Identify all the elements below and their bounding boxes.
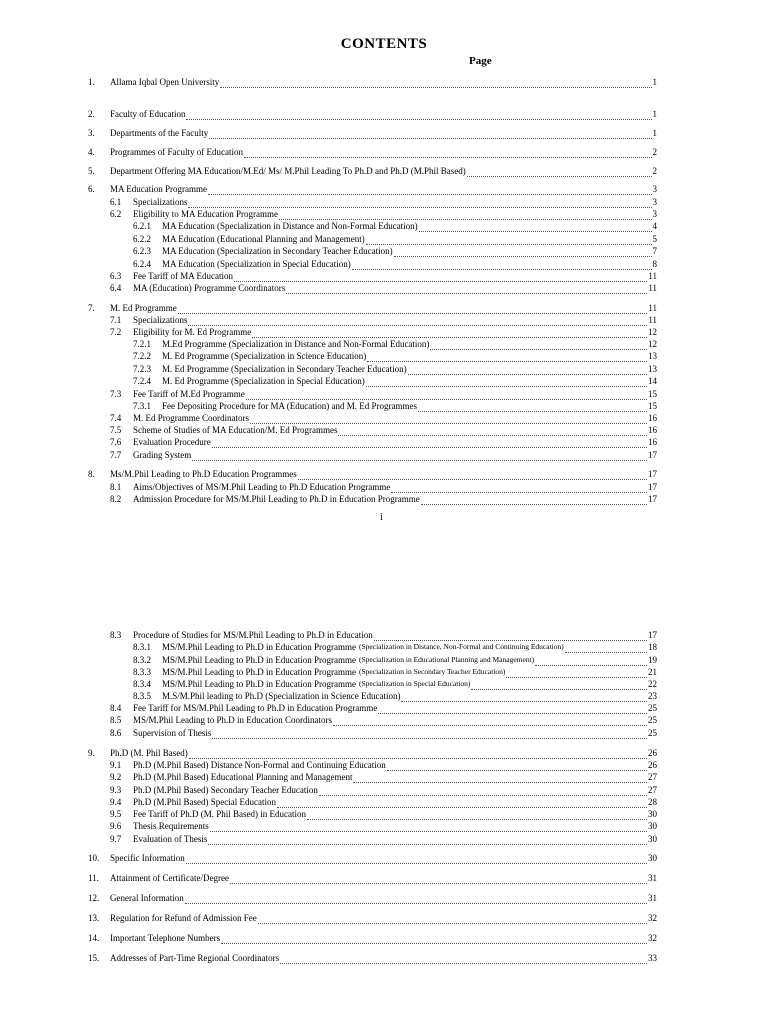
toc-entry-label: Fee Tariff of M.Ed Programme: [133, 389, 245, 399]
toc-entry-number: 11.: [88, 873, 99, 883]
toc-entry-label: Ph.D (M.Phil Based) Special Education: [133, 797, 276, 807]
toc-entry[interactable]: [110, 714, 657, 726]
toc-entry[interactable]: [133, 641, 657, 653]
toc-entry-number: 9.7: [110, 834, 122, 844]
toc-entry-page: 1: [652, 109, 657, 119]
toc-entry-number: 7.4: [110, 413, 122, 423]
toc-entry-number: 8.5: [110, 715, 122, 725]
toc-entry-number: 7.2.1: [133, 339, 151, 349]
toc-entry[interactable]: [133, 690, 657, 702]
toc-entry-number: 6.3: [110, 271, 122, 281]
toc-entry[interactable]: [110, 270, 657, 282]
toc-entry[interactable]: [110, 282, 657, 294]
toc-entry-number: 8.: [88, 469, 95, 479]
toc-entry-sublabel: (Specialization in Distance, Non-Formal and Continuing Education): [359, 642, 564, 651]
toc-entry-label: Ph.D (M.Phil Based) Distance Non-Formal and Continuing Education: [133, 760, 386, 770]
toc-entry[interactable]: [110, 759, 657, 771]
toc-entry[interactable]: [133, 678, 657, 690]
toc-entry-number: 9.6: [110, 821, 122, 831]
toc-entry[interactable]: [88, 468, 657, 480]
toc-entry-number: 6.2: [110, 209, 122, 219]
toc-entry-number: 6.2.4: [133, 259, 151, 269]
toc-entry-number: 9.2: [110, 772, 122, 782]
toc-entry[interactable]: [110, 208, 657, 220]
toc-entry-page: 2: [652, 147, 657, 157]
toc-entry-label: Aims/Objectives of MS/M.Phil Leading to Ph.D Education Programme: [133, 482, 391, 492]
toc-entry-label: Programmes of Faculty of Education: [110, 147, 243, 157]
toc-entry[interactable]: [88, 852, 657, 864]
toc-entry[interactable]: [133, 258, 657, 270]
toc-entry[interactable]: [88, 892, 657, 904]
toc-dot-leader: [307, 810, 647, 820]
toc-entry-number: 7.1: [110, 315, 122, 325]
toc-dot-leader: [367, 352, 647, 362]
toc-entry[interactable]: [88, 912, 657, 924]
toc-entry-label: Grading System: [133, 450, 192, 460]
toc-dot-leader: [188, 316, 647, 326]
toc-entry-page: 5: [652, 234, 657, 244]
toc-entry-label: Admission Procedure for MS/M.Phil Leading to Ph.D in Education Programme: [133, 494, 420, 504]
toc-dot-leader: [280, 954, 647, 964]
toc-entry-label: M. Ed Programme (Specialization in Special Education): [162, 376, 365, 386]
toc-entry-number: 13.: [88, 913, 100, 923]
toc-entry-page: 2: [652, 166, 657, 176]
page-title: CONTENTS: [340, 36, 428, 52]
toc-entry-label: MS/M.Phil Leading to Ph.D in Education Programme: [162, 642, 356, 652]
toc-entry[interactable]: [110, 436, 657, 448]
toc-entry-number: 7.: [88, 303, 95, 313]
toc-entry-page: 26: [648, 748, 657, 758]
toc-entry[interactable]: [133, 363, 657, 375]
toc-dot-leader: [418, 402, 647, 412]
toc-entry-number: 8.3.4: [133, 679, 151, 689]
toc-dot-leader: [430, 340, 647, 350]
toc-dot-leader: [286, 284, 647, 294]
toc-entry[interactable]: [88, 302, 657, 314]
toc-entry-page: 33: [648, 953, 657, 963]
toc-entry-label: MS/M.Phil Leading to Ph.D in Education Coordinators: [133, 715, 332, 725]
toc-entry-number: 9.: [88, 748, 95, 758]
toc-dot-leader: [186, 854, 647, 864]
toc-entry[interactable]: [110, 449, 657, 461]
toc-entry-number: 8.2: [110, 494, 122, 504]
toc-entry-label: MS/M.Phil Leading to Ph.D in Education Programme: [162, 667, 356, 677]
toc-entry[interactable]: [88, 183, 657, 195]
toc-entry[interactable]: [110, 314, 657, 326]
toc-dot-leader: [419, 222, 652, 232]
toc-entry-label: Eligibility for M. Ed Programme: [133, 327, 252, 337]
toc-entry-number: 15.: [88, 953, 100, 963]
toc-dot-leader: [353, 773, 647, 783]
toc-entry-number: 6.2.1: [133, 221, 151, 231]
toc-entry-label: Ph.D (M.Phil Based) Secondary Teacher Education: [133, 785, 318, 795]
toc-entry-label: M. Ed Programme Coordinators: [133, 413, 249, 423]
toc-entry-page: 31: [648, 873, 657, 883]
toc-entry-number: 1.: [88, 77, 95, 87]
toc-entry[interactable]: [110, 820, 657, 832]
toc-entry[interactable]: [88, 108, 657, 120]
toc-entry-label: Allama Iqbal Open University: [110, 77, 220, 87]
toc-entry-number: 7.2.3: [133, 364, 151, 374]
toc-entry-sublabel: (Specialization in Special Education): [359, 679, 471, 688]
toc-entry[interactable]: [110, 796, 657, 808]
page-column-header: Page: [469, 55, 492, 67]
toc-entry[interactable]: [110, 771, 657, 783]
toc-entry-label: Fee Depositing Procedure for MA (Education) and M. Ed Programmes: [162, 401, 417, 411]
toc-entry[interactable]: [110, 412, 657, 424]
toc-entry-number: 7.5: [110, 425, 122, 435]
toc-entry-page: 21: [648, 667, 657, 677]
toc-entry[interactable]: [110, 388, 657, 400]
toc-entry-number: 9.5: [110, 809, 122, 819]
toc-dot-leader: [208, 185, 652, 195]
toc-dot-leader: [277, 798, 647, 808]
toc-dot-leader: [212, 438, 647, 448]
toc-entry-label: Ph.D (M.Phil Based) Educational Planning and Management: [133, 772, 353, 782]
toc-dot-leader: [192, 451, 647, 461]
toc-entry-number: 2.: [88, 109, 95, 119]
toc-dot-leader: [408, 365, 647, 375]
toc-entry-label: Important Telephone Numbers: [110, 933, 221, 943]
toc-dot-leader: [246, 390, 647, 400]
toc-entry-number: 6.: [88, 184, 95, 194]
toc-entry-page: 3: [652, 209, 657, 219]
toc-entry-label: Specializations: [133, 197, 188, 207]
toc-entry-number: 7.2.2: [133, 351, 151, 361]
toc-entry-number: 7.3: [110, 389, 122, 399]
toc-dot-leader: [234, 272, 647, 282]
toc-entry-page: 17: [648, 450, 657, 460]
toc-entry-label: Regulation for Refund of Admission Fee: [110, 913, 257, 923]
toc-entry-number: 9.3: [110, 785, 122, 795]
toc-entry-page: 3: [652, 184, 657, 194]
toc-entry-page: 4: [652, 221, 657, 231]
toc-dot-leader: [252, 328, 647, 338]
toc-entry-page: 1: [652, 128, 657, 138]
toc-entry-page: 13: [648, 351, 657, 361]
toc-entry-number: 12.: [88, 893, 100, 903]
toc-entry-label: Evaluation Procedure: [133, 437, 211, 447]
toc-dot-leader: [212, 729, 647, 739]
toc-entry-label: Eligibility to MA Education Programme: [133, 209, 278, 219]
toc-dot-leader: [565, 643, 647, 653]
toc-entry[interactable]: [110, 702, 657, 714]
toc-entry-page: 16: [648, 425, 657, 435]
toc-entry-sublabel: (Specialization in Educational Planning and Management): [359, 655, 535, 664]
toc-entry-label: Specializations: [133, 315, 188, 325]
toc-entry-label: Evaluation of Thesis: [133, 834, 208, 844]
toc-entry[interactable]: [110, 727, 657, 739]
toc-entry[interactable]: [110, 833, 657, 845]
toc-entry-number: 5.: [88, 166, 95, 176]
toc-entry[interactable]: [88, 952, 657, 964]
toc-dot-leader: [210, 822, 647, 832]
toc-entry-label: Department Offering MA Education/M.Ed/ Ms/ M.Phil Leading To Ph.D and Ph.D (M.Phil Based): [110, 166, 466, 176]
toc-entry[interactable]: [110, 424, 657, 436]
toc-entry-page: 28: [648, 797, 657, 807]
toc-entry-label: M.Ed Programme (Specialization in Distance and Non-Formal Education): [162, 339, 430, 349]
toc-entry-label: Specific Information: [110, 853, 185, 863]
toc-entry-number: 10.: [88, 853, 100, 863]
toc-entry-page: 14: [648, 376, 657, 386]
toc-entry[interactable]: [110, 629, 657, 641]
toc-entry-page: 17: [648, 494, 657, 504]
toc-entry-number: 7.3.1: [133, 401, 151, 411]
toc-entry-label: Attainment of Certificate/Degree: [110, 873, 229, 883]
toc-entry[interactable]: [133, 666, 657, 678]
toc-entry-page: 11: [648, 303, 657, 313]
toc-entry-page: 30: [648, 821, 657, 831]
toc-entry-page: 25: [648, 728, 657, 738]
toc-entry-label: M. Ed Programme (Specialization in Science Education): [162, 351, 367, 361]
toc-entry-number: 4.: [88, 147, 95, 157]
toc-dot-leader: [374, 631, 647, 641]
toc-dot-leader: [421, 495, 647, 505]
toc-entry[interactable]: [110, 493, 657, 505]
toc-entry-page: 22: [648, 679, 657, 689]
toc-entry-number: 8.3.1: [133, 642, 151, 652]
toc-entry-label: MS/M.Phil Leading to Ph.D in Education Programme: [162, 679, 356, 689]
toc-entry[interactable]: [110, 326, 657, 338]
toc-entry-number: 7.2: [110, 327, 122, 337]
toc-entry-page: 32: [648, 913, 657, 923]
toc-entry-page: 17: [648, 469, 657, 479]
toc-entry-label: Thesis Requirements: [133, 821, 209, 831]
toc-entry-number: 6.4: [110, 283, 122, 293]
toc-entry-label: Procedure of Studies for MS/M.Phil Leading to Ph.D in Education: [133, 630, 373, 640]
toc-entry-label: Fee Tariff of Ph.D (M. Phil Based) in Education: [133, 809, 307, 819]
toc-dot-leader: [279, 210, 652, 220]
toc-entry-label: M.S/M.Phil leading to Ph.D (Specialization in Science Education): [162, 691, 401, 701]
toc-entry-label: Scheme of Studies of MA Education/M. Ed Programmes: [133, 425, 338, 435]
toc-entry[interactable]: [110, 481, 657, 493]
toc-entry-number: 8.3.2: [133, 655, 151, 665]
toc-entry-label: Departments of the Faculty: [110, 128, 209, 138]
toc-entry-page: 27: [648, 772, 657, 782]
toc-entry-label: MA Education (Specialization in Special Education): [162, 259, 351, 269]
toc-entry-label: Faculty of Education: [110, 109, 186, 119]
toc-entry-label: Fee Tariff for MS/M.Phil Leading to Ph.D in Education Programme: [133, 703, 378, 713]
toc-entry-label: MS/M.Phil Leading to Ph.D in Education Programme: [162, 655, 356, 665]
toc-dot-leader: [319, 786, 647, 796]
toc-entry[interactable]: [88, 165, 657, 177]
toc-entry[interactable]: [133, 400, 657, 412]
toc-entry-page: 17: [648, 630, 657, 640]
toc-entry[interactable]: [88, 932, 657, 944]
toc-entry-number: 9.1: [110, 760, 122, 770]
toc-entry-label: MA Education (Educational Planning and Management): [162, 234, 365, 244]
toc-dot-leader: [401, 692, 647, 702]
toc-entry[interactable]: [133, 233, 657, 245]
toc-entry-page: 30: [648, 834, 657, 844]
toc-entry-page: 15: [648, 401, 657, 411]
toc-entry-number: 6.2.3: [133, 246, 151, 256]
toc-entry-number: 8.3.5: [133, 691, 151, 701]
toc-entry[interactable]: [133, 338, 657, 350]
toc-entry[interactable]: [110, 784, 657, 796]
toc-entry-number: 8.3: [110, 630, 122, 640]
toc-dot-leader: [338, 426, 647, 436]
toc-entry-page: 11: [648, 283, 657, 293]
toc-entry-number: 9.4: [110, 797, 122, 807]
toc-entry[interactable]: [88, 747, 657, 759]
toc-entry[interactable]: [133, 245, 657, 257]
toc-entry-label: MA Education (Specialization in Secondary Teacher Education): [162, 246, 393, 256]
toc-dot-leader: [220, 78, 651, 88]
toc-entry-page: 7: [652, 246, 657, 256]
toc-dot-leader: [391, 483, 647, 493]
toc-entry-page: 25: [648, 715, 657, 725]
toc-dot-leader: [333, 716, 647, 726]
toc-entry-number: 7.6: [110, 437, 122, 447]
toc-dot-leader: [209, 129, 651, 139]
toc-entry-page: 11: [648, 315, 657, 325]
toc-dot-leader: [221, 934, 647, 944]
toc-entry-page: 16: [648, 437, 657, 447]
toc-entry[interactable]: [133, 375, 657, 387]
toc-entry[interactable]: [133, 220, 657, 232]
toc-entry-number: 6.2.2: [133, 234, 151, 244]
toc-entry-page: 19: [648, 655, 657, 665]
toc-dot-leader: [208, 835, 647, 845]
toc-entry-number: 7.7: [110, 450, 122, 460]
toc-entry-page: 11: [648, 271, 657, 281]
toc-dot-leader: [230, 874, 647, 884]
toc-entry[interactable]: [110, 808, 657, 820]
toc-dot-leader: [366, 235, 652, 245]
toc-entry-number: 8.6: [110, 728, 122, 738]
toc-entry-page: 30: [648, 853, 657, 863]
toc-entry-label: Fee Tariff of MA Education: [133, 271, 234, 281]
toc-dot-leader: [185, 894, 647, 904]
toc-entry-label: Addresses of Part-Time Regional Coordinators: [110, 953, 280, 963]
toc-entry[interactable]: [88, 127, 657, 139]
toc-entry-page: 8: [652, 259, 657, 269]
toc-dot-leader: [366, 377, 647, 387]
toc-entry-page: 1: [652, 77, 657, 87]
toc-dot-leader: [387, 761, 647, 771]
toc-entry-page: 26: [648, 760, 657, 770]
toc-entry-number: 6.1: [110, 197, 122, 207]
toc-entry-page: 12: [648, 327, 657, 337]
toc-entry-page: 13: [648, 364, 657, 374]
toc-dot-leader: [394, 247, 652, 257]
toc-dot-leader: [250, 414, 647, 424]
toc-entry-number: 8.3.3: [133, 667, 151, 677]
toc-dot-leader: [378, 704, 647, 714]
toc-entry-label: Ph.D (M. Phil Based): [110, 748, 188, 758]
toc-entry-number: 8.1: [110, 482, 122, 492]
toc-entry-label: MA (Education) Programme Coordinators: [133, 283, 286, 293]
footer-page-number: i: [380, 512, 383, 523]
toc-entry-page: 27: [648, 785, 657, 795]
toc-entry-number: 14.: [88, 933, 100, 943]
toc-entry-label: Supervision of Thesis: [133, 728, 212, 738]
toc-entry-page: 17: [648, 482, 657, 492]
toc-entry[interactable]: [110, 196, 657, 208]
toc-dot-leader: [298, 470, 647, 480]
toc-entry-page: 16: [648, 413, 657, 423]
toc-entry[interactable]: [88, 872, 657, 884]
toc-entry-number: 8.4: [110, 703, 122, 713]
toc-entry-label: M. Ed Programme (Specialization in Secondary Teacher Education): [162, 364, 407, 374]
toc-entry-number: 7.2.4: [133, 376, 151, 386]
toc-entry-label: MA Education Programme: [110, 184, 207, 194]
toc-dot-leader: [244, 148, 652, 158]
toc-entry-page: 32: [648, 933, 657, 943]
toc-entry-label: MA Education (Specialization in Distance and Non-Formal Education): [162, 221, 418, 231]
toc-entry-page: 12: [648, 339, 657, 349]
toc-dot-leader: [506, 668, 647, 678]
toc-dot-leader: [188, 198, 651, 208]
toc-dot-leader: [178, 304, 648, 314]
toc-entry-label: Ms/M.Phil Leading to Ph.D Education Programmes: [110, 469, 297, 479]
toc-dot-leader: [258, 914, 647, 924]
toc-entry-page: 25: [648, 703, 657, 713]
toc-entry-page: 23: [648, 691, 657, 701]
toc-entry[interactable]: [88, 146, 657, 158]
toc-entry-label: General Information: [110, 893, 184, 903]
toc-entry[interactable]: [133, 350, 657, 362]
toc-entry-page: 3: [652, 197, 657, 207]
toc-entry-page: 31: [648, 893, 657, 903]
toc-entry-label: M. Ed Programme: [110, 303, 177, 313]
toc-entry-page: 30: [648, 809, 657, 819]
toc-dot-leader: [471, 680, 647, 690]
toc-dot-leader: [186, 110, 651, 120]
toc-dot-leader: [352, 260, 652, 270]
toc-entry-page: 18: [648, 642, 657, 652]
toc-dot-leader: [535, 656, 647, 666]
toc-entry-sublabel: (Specialization in Secondary Teacher Education): [359, 667, 506, 676]
toc-entry-number: 3.: [88, 128, 95, 138]
toc-entry[interactable]: [88, 76, 657, 88]
toc-dot-leader: [189, 749, 647, 759]
toc-entry-page: 15: [648, 389, 657, 399]
toc-dot-leader: [467, 167, 652, 177]
toc-entry[interactable]: [133, 654, 657, 666]
